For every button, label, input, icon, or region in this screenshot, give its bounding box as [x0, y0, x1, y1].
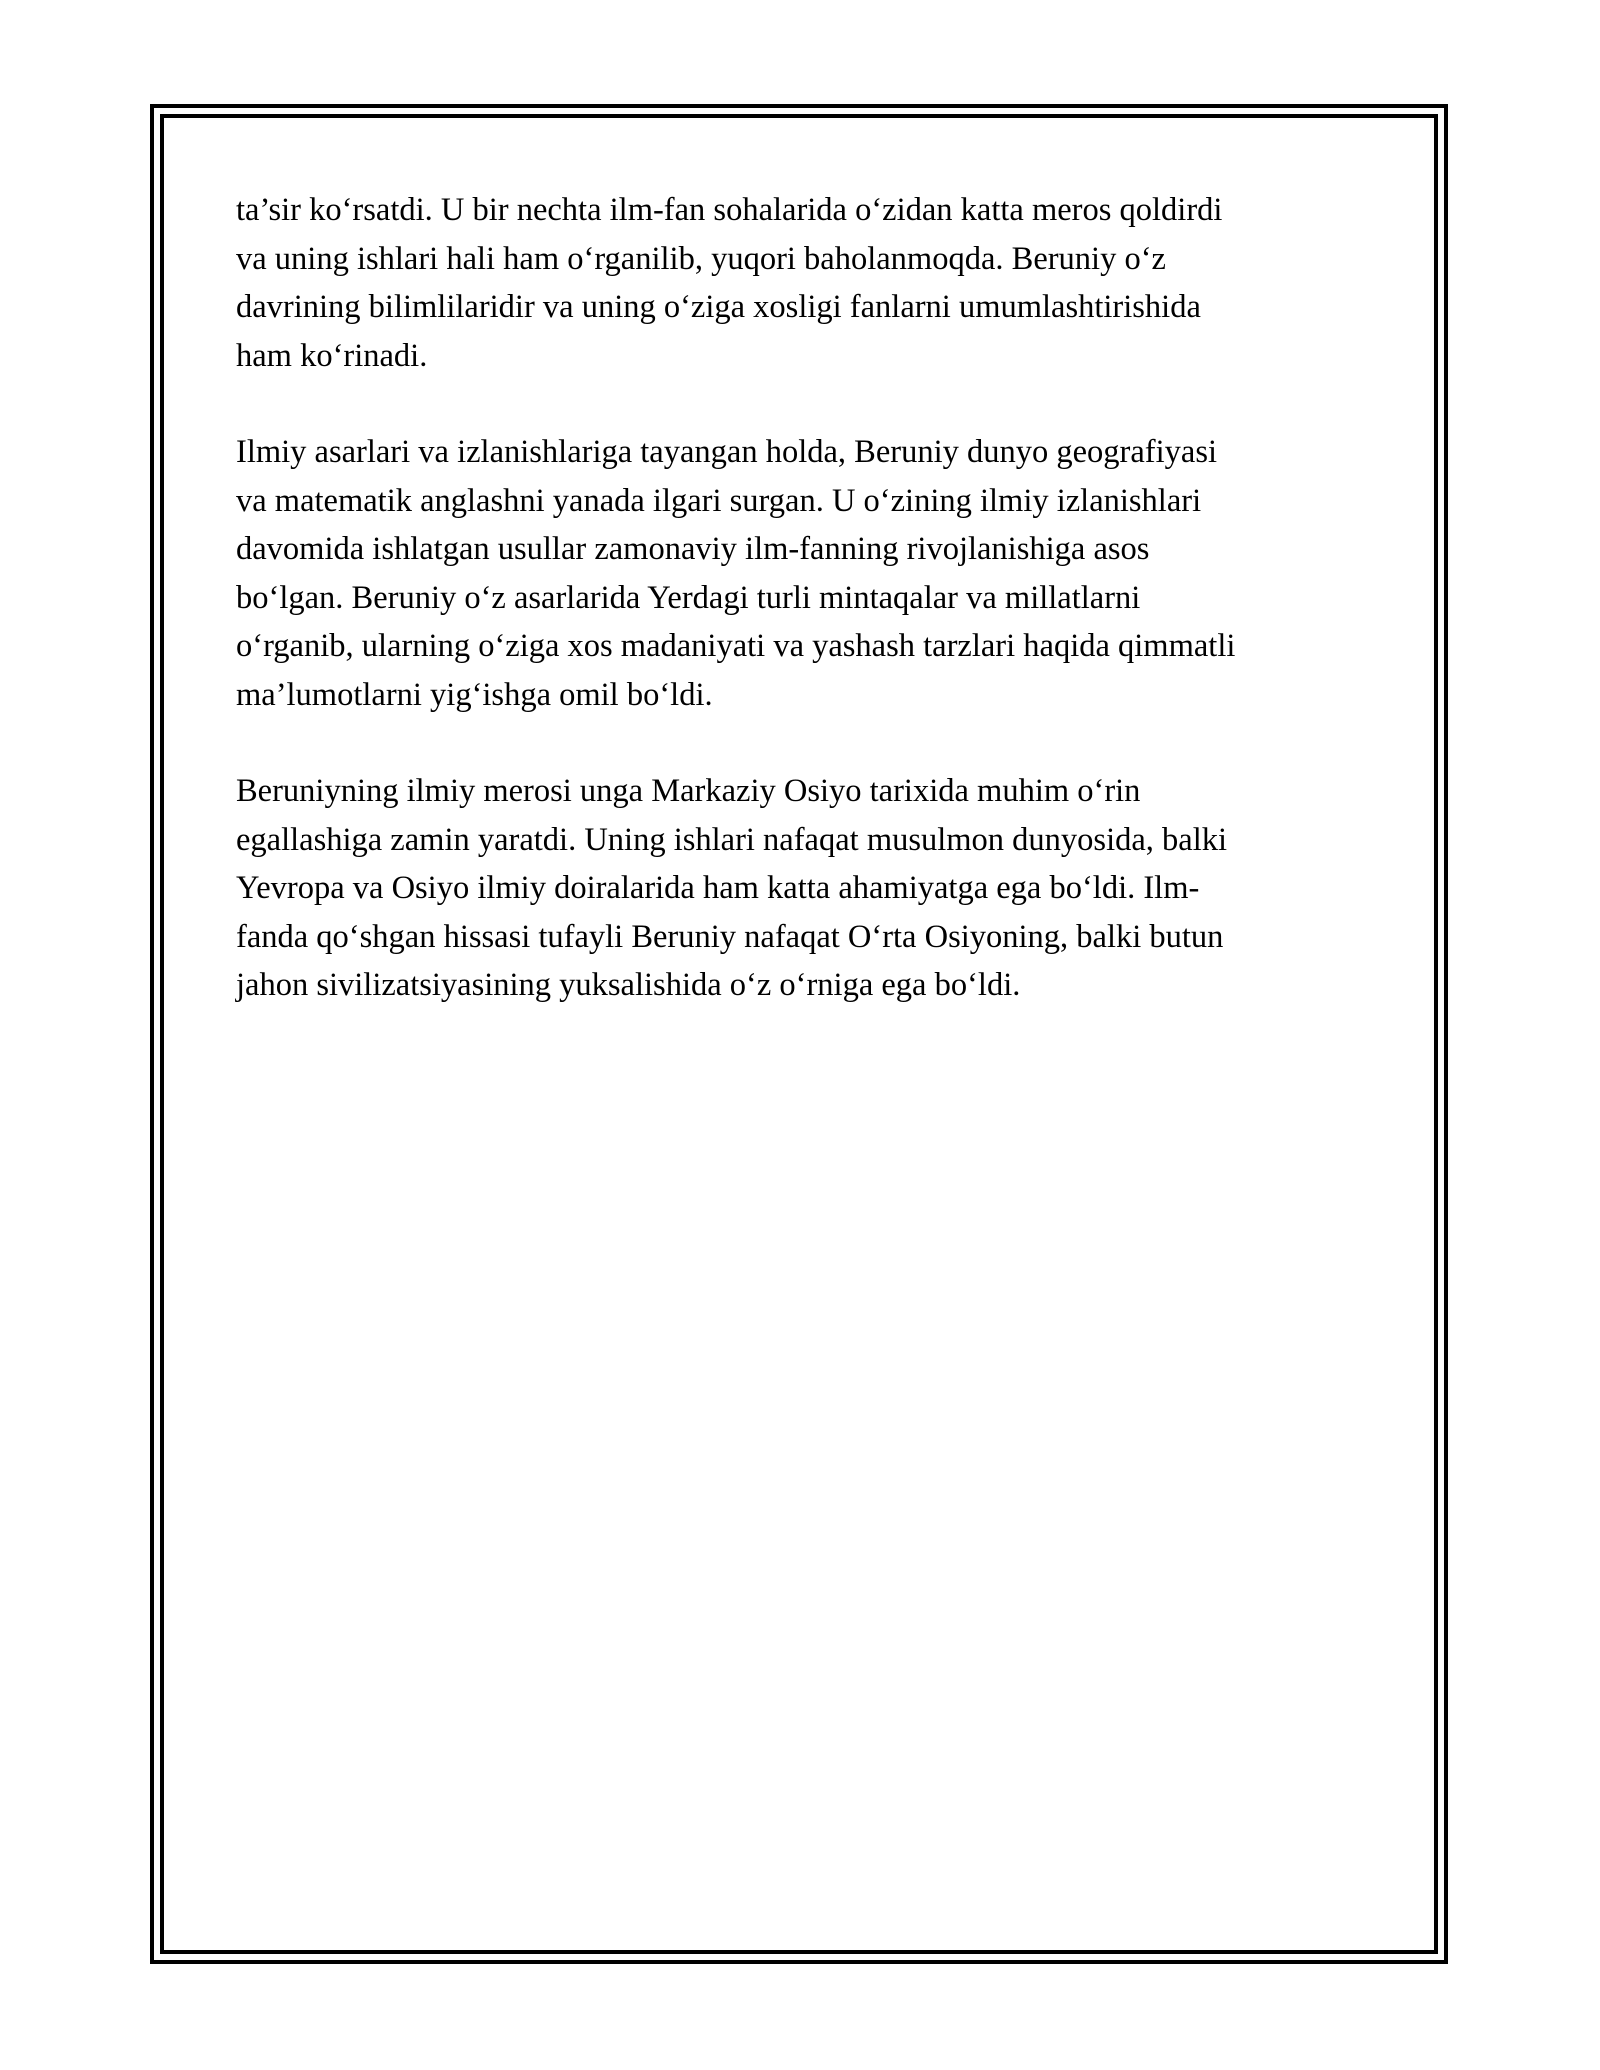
- paragraph-1: [236, 186, 1376, 380]
- text-line: ham ko‘rinadi.: [236, 337, 428, 374]
- text-line: davrining bilimlilaridir va uning o‘ziga xosligi fanlarni umumlashtirishida: [236, 289, 1201, 325]
- text-line: Beruniyning ilmiy merosi unga Markaziy Osiyo tarixida muhim o‘rin: [236, 773, 1141, 809]
- text-line: ta’sir ko‘rsatdi. U bir nechta ilm-fan sohalarida o‘zidan katta meros qoldirdi: [236, 192, 1223, 228]
- text-line: ma’lumotlarni yig‘ishga omil bo‘ldi.: [236, 676, 713, 713]
- text-line: va matematik anglashni yanada ilgari surgan. U o‘zining ilmiy izlanishlari: [236, 482, 1202, 519]
- document-body: [236, 186, 1376, 1058]
- text-line: bo‘lgan. Beruniy o‘z asarlarida Yerdagi turli mintaqalar va millatlarni: [236, 579, 1141, 616]
- text-line: Yevropa va Osiyo ilmiy doiralarida ham katta ahamiyatga ega bo‘ldi. Ilm-: [236, 870, 1200, 906]
- text-line: egallashiga zamin yaratdi. Uning ishlari nafaqat musulmon dunyosida, balki: [236, 821, 1228, 858]
- paragraph-2: [236, 428, 1376, 719]
- text-line: davomida ishlatgan usullar zamonaviy ilm-fanning rivojlanishiga asos: [236, 531, 1150, 567]
- text-line: jahon sivilizatsiyasining yuksalishida o‘z o‘rniga ega bo‘ldi.: [236, 967, 1021, 1003]
- paragraph-3: [236, 767, 1376, 1010]
- text-line: fanda qo‘shgan hissasi tufayli Beruniy nafaqat O‘rta Osiyoning, balki butun: [236, 918, 1224, 955]
- text-line: Ilmiy asarlari va izlanishlariga tayangan holda, Beruniy dunyo geografiyasi: [236, 434, 1217, 470]
- text-line: va uning ishlari hali ham o‘rganilib, yuqori baholanmoqda. Beruniy o‘z: [236, 240, 1166, 277]
- text-line: o‘rganib, ularning o‘ziga xos madaniyati va yashash tarzlari haqida qimmatli: [236, 628, 1236, 664]
